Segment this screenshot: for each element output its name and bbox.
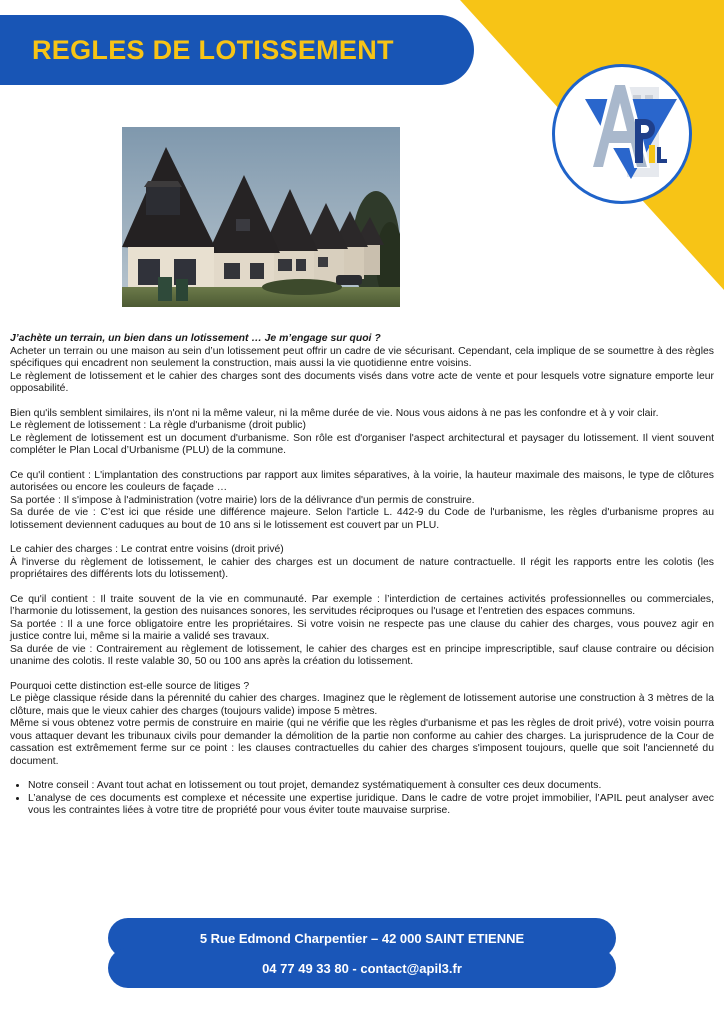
paragraph: À l'inverse du règlement de lotissement, le cahier des charges est un document de nature contractuelle. Il régit les rapports entre les colotis (les propriétaires des différents lots du lotissement).	[10, 556, 714, 580]
advice-list	[10, 780, 714, 818]
paragraph: Le règlement de lotissement et le cahier des charges sont des documents visés dans votre acte de vente et pour lesquels votre signature emporte leur opposabilité.	[10, 370, 714, 394]
paragraph: Sa durée de vie : Contrairement au règlement de lotissement, le cahier des charges est en principe imprescriptible, sauf clause contraire ou décision unanime des colotis. Il reste valable 30, 50 ou 100 ans après la création du lotissement.	[10, 643, 714, 667]
list-item: • Notre conseil : Avant tout achat en lotissement ou tout projet, demandez systématiquement à consulter ces deux documents.	[28, 780, 714, 793]
houses-photo	[122, 127, 400, 307]
section-heading: Le cahier des charges : Le contrat entre voisins (droit privé)	[10, 544, 284, 555]
list-item: • L’analyse de ces documents est complexe et nécessite une expertise juridique. Dans le cadre de votre projet immobilier, l’APIL peut analyser avec vous les contraintes liées à votre titre de propriété pour vous éviter toute mauvaise surprise.	[28, 793, 714, 818]
page-title: REGLES DE LOTISSEMENT	[32, 34, 394, 65]
paragraph: Même si vous obtenez votre permis de construire en mairie (qui ne vérifie que les règles d'urbanisme et pas les règles de droit privé), votre voisin pourra vous attaquer devant les tribunaux civils pour demander la démolition de la partie non conforme au cahier des charges. La jurisprudence de la Cour de cassation est extrêmement ferme sur ce point : les clauses contractuelles du cahier des charges s'imposent toujours, quelle que soit l'ancienneté du document.	[10, 718, 714, 767]
paragraph: Le règlement de lotissement est un document d'urbanisme. Son rôle est d'organiser l'aspect architectural et paysager du lotissement. Il vient souvent compléter le Plan Local d’Urbanisme (PLU) de la commune.	[10, 432, 714, 456]
paragraph: Ce qu'il contient : Il traite souvent de la vie en communauté. Par exemple : l’interdiction de certaines activités professionnelles ou commerciales, l’harmonie du lotissement, la gestion des nuisances sonores, les servitudes réciproques ou l'usage et l’entretien des espaces communs.	[10, 593, 714, 617]
paragraph: Sa durée de vie : C’est ici que réside une différence majeure. Selon l'article L. 442-9 du Code de l'urbanisme, les règles d'urbanisme propres au lotissement deviennent caduques au bout de 10 ans si le lotissement est couvert par un PLU.	[10, 507, 714, 531]
paragraph: Acheter un terrain ou une maison au sein d’un lotissement peut offrir un cadre de vie sécurisant. Cependant, cela implique de se soumettre à des règles spécifiques qui encadrent non seulement la construction, mais aussi la vie quotidienne entre voisins.	[10, 345, 714, 369]
intro-question: J’achète un terrain, un bien dans un lotissement … Je m’engage sur quoi ?	[10, 333, 381, 344]
apil-logo	[552, 64, 692, 204]
paragraph: Le piège classique réside dans la pérennité du cahier des charges. Imaginez que le règlement de lotissement autorise une construction à 3 mètres de la clôture, mais que le vieux cahier des charges (toujours valide) impose 5 mètres.	[10, 693, 714, 717]
paragraph: Sa portée : Il s'impose à l'administration (votre mairie) lors de la délivrance d'un permis de construire.	[10, 494, 475, 506]
paragraph: Sa portée : Il a une force obligatoire entre les propriétaires. Si votre voisin ne respecte pas une clause du cahier des charges, vous pouvez agir en justice contre lui, même si la mairie a validé ses travaux.	[10, 618, 714, 642]
contact-text: 04 77 49 33 80 - contact@apil3.fr	[262, 960, 462, 976]
article-body	[10, 333, 714, 818]
paragraph: Bien qu'ils semblent similaires, ils n'ont ni la même valeur, ni la même durée de vie. Nous vous aidons à ne pas les confondre et à y voir clair.	[10, 407, 659, 419]
address-text: 5 Rue Edmond Charpentier – 42 000 SAINT ETIENNE	[199, 930, 525, 946]
section-heading: Le règlement de lotissement : La règle d'urbanisme (droit public)	[10, 420, 306, 431]
paragraph: Ce qu'il contient : L'implantation des constructions par rapport aux limites séparatives, à la voirie, la hauteur maximale des maisons, le type de clôtures autorisées ou encore les couleurs de façade …	[10, 469, 714, 493]
title-banner	[0, 15, 474, 85]
section-heading: Pourquoi cette distinction est-elle source de litiges ?	[10, 680, 250, 692]
contact-bar	[108, 948, 616, 988]
